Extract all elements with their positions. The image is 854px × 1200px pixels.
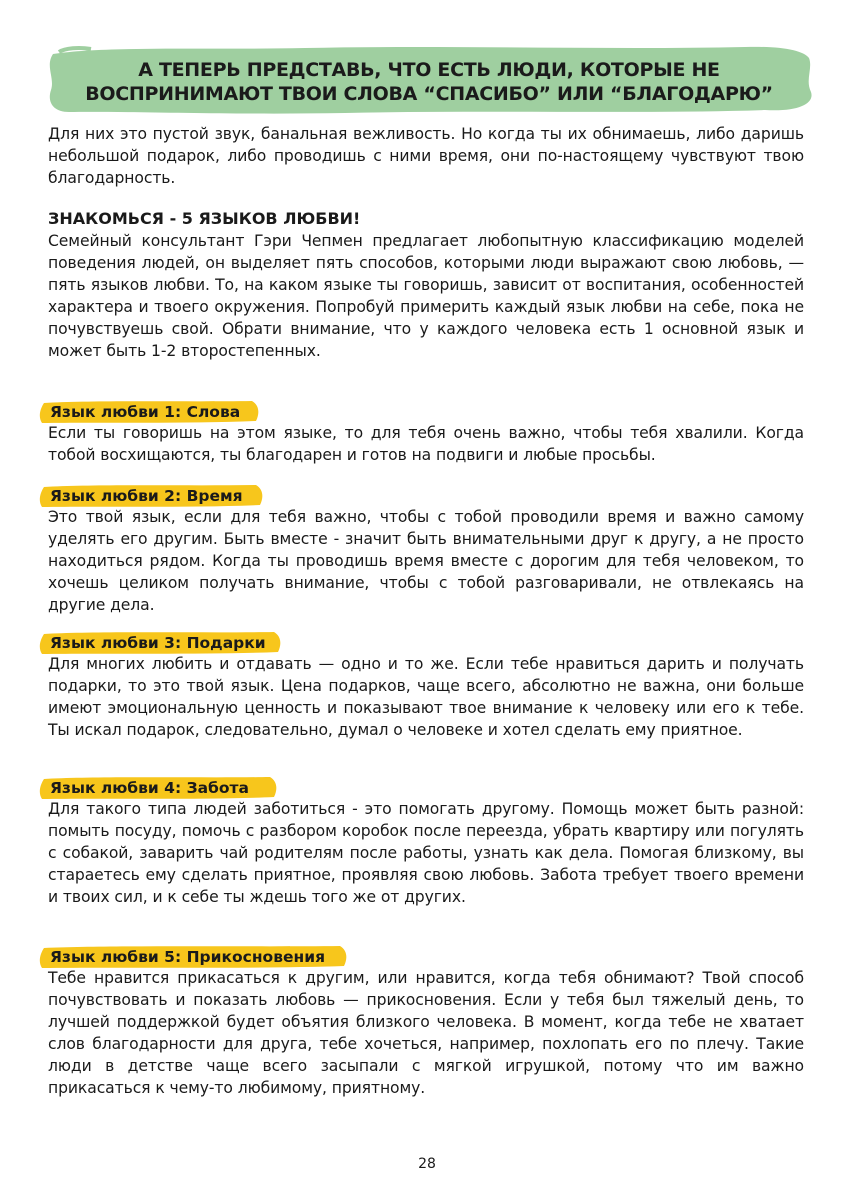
- language-4-label-text: Язык любви 4: Забота: [50, 779, 249, 797]
- language-4-text: Для такого типа людей заботиться - это помогать другому. Помощь может быть разной: помыть посуду, помочь с разбором коробок после переезда, убрать квартиру или погулять с собакой, заварить чай родителям после работы, узнать как дела. Помогая близкому, вы стараетесь ему сделать приятное, проявляя свою любовь. Забота требует твоего времени и твоих сил, и к себе ты ждешь того же от других.: [48, 800, 804, 906]
- language-5-label-text: Язык любви 5: Прикосновения: [50, 948, 326, 966]
- page-title-line-1: А ТЕПЕРЬ ПРЕДСТАВЬ, ЧТО ЕСТЬ ЛЮДИ, КОТОРЫЕ НЕ: [138, 59, 720, 81]
- language-2-label-text: Язык любви 2: Время: [50, 487, 243, 505]
- language-1-text: Если ты говоришь на этом языке, то для тебя очень важно, чтобы тебя хвалили. Когда тобой восхищаются, ты благодарен и готов на подвиги и любые просьбы.: [48, 424, 804, 464]
- language-2-text: Это твой язык, если для тебя важно, чтобы с тобой проводили время и важно самому уделять его другим. Быть вместе - значит быть внимательными друг к другу, а не просто находиться рядом. Когда ты проводишь время вместе с дорогим для тебя человеком, то хочешь целиком получать внимание, чтобы с тобой разговаривали, не отвлекаясь на другие дела.: [48, 508, 804, 614]
- section-heading: ЗНАКОМЬСЯ - 5 ЯЗЫКОВ ЛЮБВИ!: [48, 209, 361, 228]
- language-3-label-text: Язык любви 3: Подарки: [50, 634, 266, 652]
- language-5-text: Тебе нравится прикасаться к другим, или нравится, когда тебя обнимают? Твой способ почувствовать и показать любовь — прикосновения. Если у тебя был тяжелый день, то лучшей поддержкой будет объятия близкого человека. В момент, когда тебе не хватает слов благодарности для друга, тебе хочеться, например, похлопать его по плечу. Такие люди в детстве чаще всего засыпали с мягкой игрушкой, потому что им важно прикасаться к чему-то любимому, приятному.: [48, 969, 804, 1097]
- page-title-line-2: ВОСПРИНИМАЮТ ТВОИ СЛОВА “СПАСИБО” ИЛИ “БЛАГОДАРЮ”: [85, 83, 773, 105]
- title-banner: [45, 44, 813, 116]
- language-1-label-text: Язык любви 1: Слова: [50, 403, 241, 421]
- page-title: [45, 58, 813, 106]
- language-3-text: Для многих любить и отдавать — одно и то же. Если тебе нравиться дарить и получать подарки, то это твой язык. Цена подарков, чаще всего, абсолютно не важна, они больше имеют эмоциональную ценность и показывают твое внимание к человеку или его к тебе. Ты искал подарок, следовательно, думал о человеке и хотел сделать ему приятное.: [48, 655, 804, 739]
- section-paragraph: Семейный консультант Гэри Чепмен предлагает любопытную классификацию моделей поведения людей, он выделяет пять способов, которыми люди выражают свою любовь, — пять языков любви. То, на каком языке ты говоришь, зависит от воспитания, особенностей характера и твоего окружения. Попробуй примерить каждый язык любви на себе, пока не почувствуешь свой. Обрати внимание, что у каждого человека есть 1 основной язык и может быть 1-2 второстепенных.: [48, 232, 804, 360]
- intro-paragraph: Для них это пустой звук, банальная вежливость. Но когда ты их обнимаешь, либо даришь небольшой подарок, либо проводишь с ними время, они по-настоящему чувствуют твою благодарность.: [48, 125, 804, 187]
- page-number: 28: [418, 1156, 436, 1172]
